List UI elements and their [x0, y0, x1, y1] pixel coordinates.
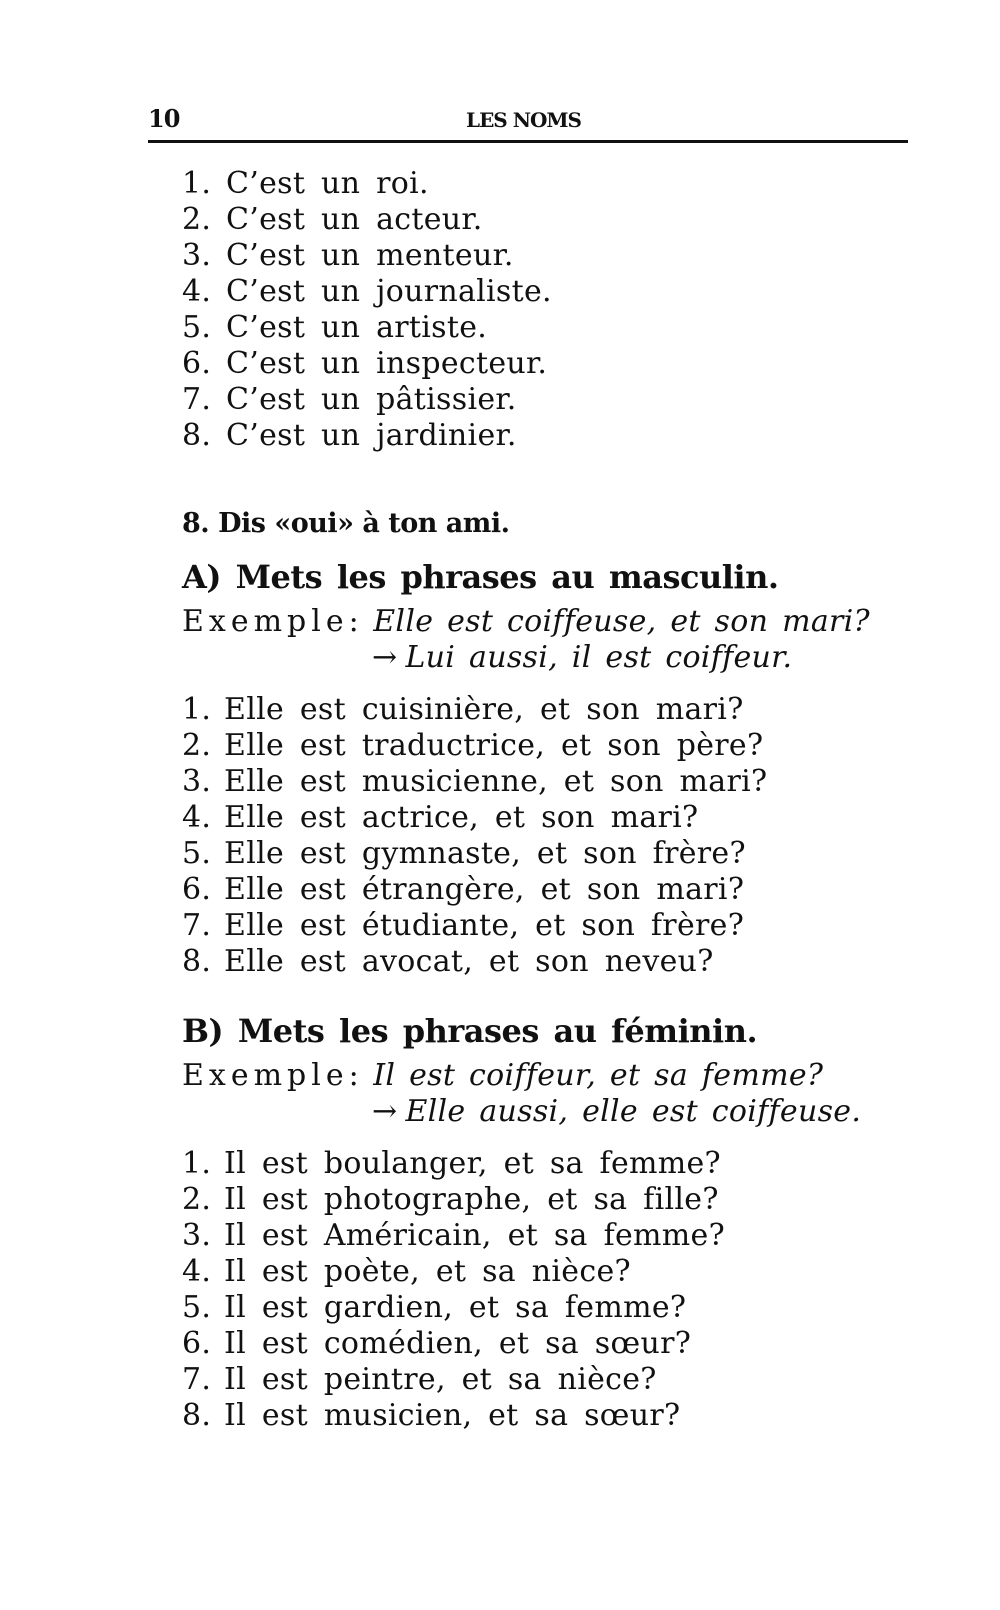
item-number: 5.	[182, 836, 212, 871]
list-item	[182, 1326, 725, 1362]
list-item	[182, 1290, 725, 1326]
list-item	[182, 728, 767, 764]
item-number: 1.	[182, 166, 212, 201]
running-title: LES NOMS	[466, 108, 581, 132]
arrow-right-icon: →	[372, 1094, 398, 1129]
example-label: Exemple:	[182, 604, 364, 639]
item-number: 8.	[182, 418, 212, 453]
list-item	[182, 382, 552, 418]
item-text: Il est poète, et sa nièce?	[224, 1254, 631, 1289]
item-number: 6.	[182, 346, 212, 381]
list-item	[182, 274, 552, 310]
list-item	[182, 1362, 725, 1398]
list-item	[182, 908, 767, 944]
item-number: 8.	[182, 1398, 212, 1433]
part-b-example	[182, 1058, 823, 1093]
page-header	[148, 104, 908, 143]
item-text: C’est un acteur.	[226, 202, 483, 237]
page-number: 10	[148, 104, 180, 133]
item-number: 5.	[182, 310, 212, 345]
part-a-heading: A) Mets les phrases au masculin.	[182, 558, 779, 596]
item-text: Elle est étrangère, et son mari?	[224, 872, 745, 907]
list-part-b	[182, 1146, 725, 1434]
item-number: 5.	[182, 1290, 212, 1325]
list-item	[182, 346, 552, 382]
item-text: Il est peintre, et sa nièce?	[224, 1362, 657, 1397]
item-number: 1.	[182, 1146, 212, 1181]
item-text: Elle est gymnaste, et son frère?	[224, 836, 746, 871]
list-top	[182, 166, 552, 454]
item-number: 7.	[182, 1362, 212, 1397]
list-item	[182, 944, 767, 980]
item-number: 8.	[182, 944, 212, 979]
item-number: 3.	[182, 764, 212, 799]
item-number: 7.	[182, 908, 212, 943]
list-item	[182, 1398, 725, 1434]
item-text: C’est un pâtissier.	[226, 382, 517, 417]
item-text: Il est photographe, et sa fille?	[224, 1182, 719, 1217]
item-text: C’est un journaliste.	[226, 274, 552, 309]
item-text: Il est Américain, et sa femme?	[224, 1218, 725, 1253]
item-number: 6.	[182, 1326, 212, 1361]
list-item	[182, 238, 552, 274]
item-text: C’est un inspecteur.	[226, 346, 548, 381]
item-number: 2.	[182, 728, 212, 763]
item-text: Elle est musicienne, et son mari?	[224, 764, 768, 799]
item-text: Elle est actrice, et son mari?	[224, 800, 699, 835]
item-text: Elle est cuisinière, et son mari?	[224, 692, 744, 727]
arrow-right-icon: →	[372, 640, 398, 675]
example-label: Exemple:	[182, 1058, 364, 1093]
list-item	[182, 692, 767, 728]
item-number: 4.	[182, 800, 212, 835]
item-number: 2.	[182, 202, 212, 237]
item-text: C’est un artiste.	[226, 310, 488, 345]
example-answer: Elle aussi, elle est coiffeuse.	[405, 1094, 862, 1129]
item-text: Elle est avocat, et son neveu?	[224, 944, 714, 979]
list-item	[182, 1146, 725, 1182]
item-text: C’est un roi.	[226, 166, 429, 201]
item-number: 1.	[182, 692, 212, 727]
item-number: 7.	[182, 382, 212, 417]
item-number: 3.	[182, 238, 212, 273]
exercise-title: 8. Dis «oui» à ton ami.	[182, 508, 510, 539]
item-text: Il est boulanger, et sa femme?	[224, 1146, 721, 1181]
item-text: Il est comédien, et sa sœur?	[224, 1326, 692, 1361]
item-number: 6.	[182, 872, 212, 907]
example-answer: Lui aussi, il est coiffeur.	[405, 640, 793, 675]
list-item	[182, 872, 767, 908]
part-a-example	[182, 604, 870, 639]
item-text: Il est gardien, et sa femme?	[224, 1290, 687, 1325]
item-number: 4.	[182, 1254, 212, 1289]
part-a-example-answer	[372, 640, 792, 675]
item-text: Elle est traductrice, et son père?	[224, 728, 764, 763]
item-text: C’est un jardinier.	[226, 418, 517, 453]
item-text: Elle est étudiante, et son frère?	[224, 908, 745, 943]
item-text: Il est musicien, et sa sœur?	[224, 1398, 681, 1433]
list-part-a	[182, 692, 767, 980]
example-question: Il est coiffeur, et sa femme?	[373, 1058, 824, 1093]
list-item	[182, 1182, 725, 1218]
list-item	[182, 1254, 725, 1290]
item-number: 2.	[182, 1182, 212, 1217]
list-item	[182, 166, 552, 202]
item-number: 3.	[182, 1218, 212, 1253]
list-item	[182, 764, 767, 800]
part-b-heading: B) Mets les phrases au féminin.	[182, 1012, 758, 1050]
example-question: Elle est coiffeuse, et son mari?	[373, 604, 870, 639]
item-number: 4.	[182, 274, 212, 309]
list-item	[182, 836, 767, 872]
list-item	[182, 1218, 725, 1254]
list-item	[182, 310, 552, 346]
part-b-example-answer	[372, 1094, 861, 1129]
list-item	[182, 202, 552, 238]
list-item	[182, 800, 767, 836]
item-text: C’est un menteur.	[226, 238, 514, 273]
list-item	[182, 418, 552, 454]
